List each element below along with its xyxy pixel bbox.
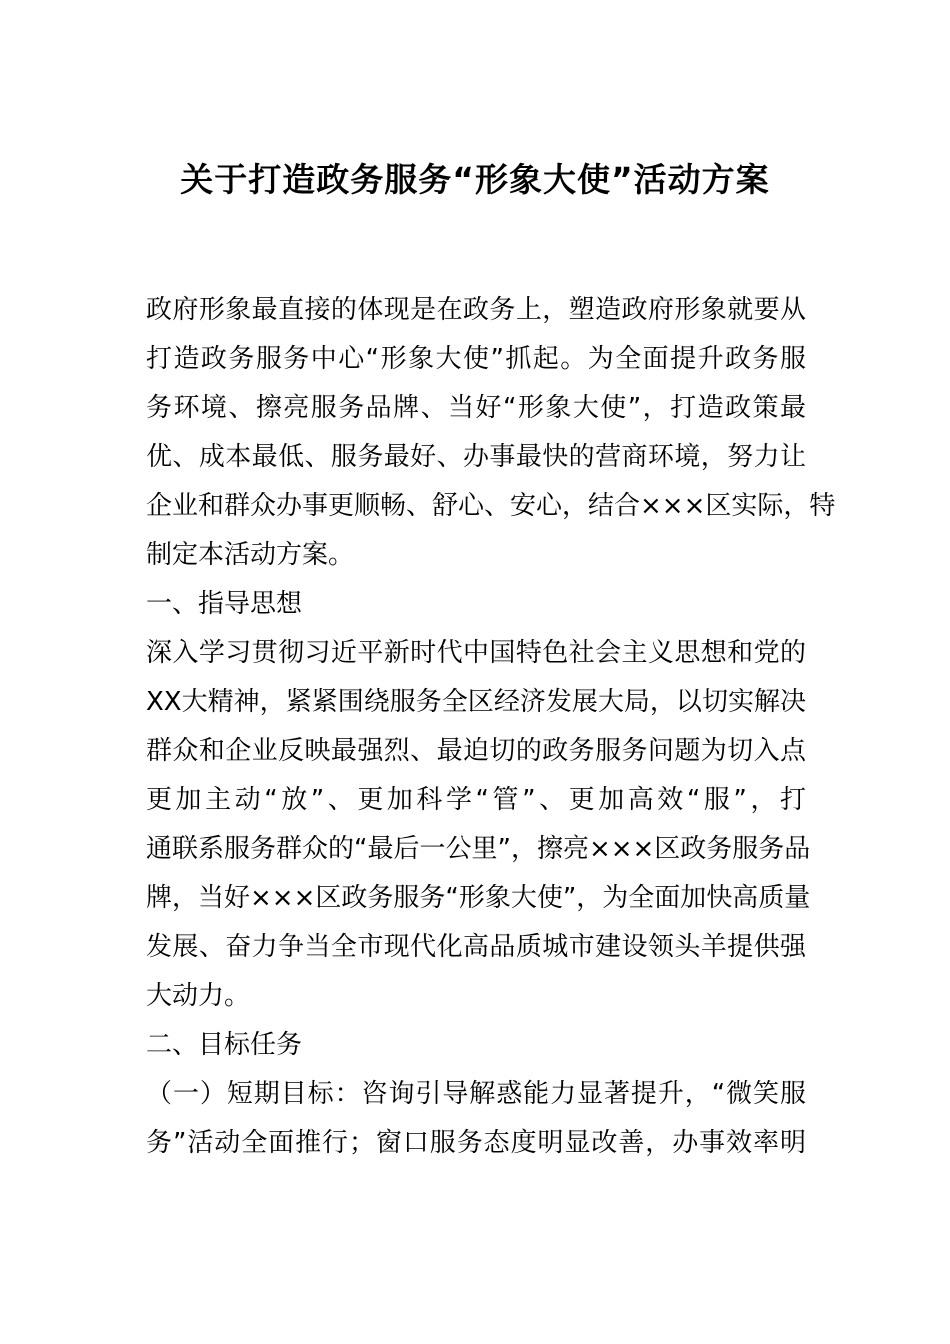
text-line: 发展、奋力争当全市现代化高品质城市建设领头羊提供强 [146, 932, 806, 962]
text-line: 务”活动全面推行；窗口服务态度明显改善，办事效率明 [146, 1128, 806, 1158]
text-line: 通联系服务群众的“最后一公里”，擦亮×××区政务服务品 [146, 834, 811, 864]
document-title: 关于打造政务服务“形象大使”活动方案 [180, 160, 770, 199]
text-line: 打造政务服务中心“形象大使”抓起。为全面提升政务服 [146, 344, 806, 374]
text-line: XX大精神，紧紧围绕服务全区经济发展大局，以切实解决 [146, 687, 806, 717]
text-line: 群众和企业反映最强烈、最迫切的政务服务问题为切入点 [146, 736, 806, 766]
text-line: 制定本活动方案。 [146, 540, 355, 570]
text-line: 牌，当好×××区政务服务“形象大使”，为全面加快高质量 [146, 883, 811, 913]
text-line: 更加主动“放”、更加科学“管”、更加高效“服”，打 [146, 785, 806, 815]
text-line: 政府形象最直接的体现是在政务上，塑造政府形象就要从 [146, 295, 806, 325]
text-line: 一、指导思想 [146, 589, 303, 619]
text-line: 优、成本最低、服务最好、办事最快的营商环境，努力让 [146, 442, 806, 472]
text-line: 务环境、擦亮服务品牌、当好“形象大使”，打造政策最 [146, 393, 806, 423]
text-line: 大动力。 [146, 981, 251, 1011]
text-line: 二、目标任务 [146, 1030, 303, 1060]
text-line: 企业和群众办事更顺畅、舒心、安心，结合×××区实际，特 [146, 491, 836, 521]
text-line: 深入学习贯彻习近平新时代中国特色社会主义思想和党的 [146, 638, 806, 668]
text-line: （一）短期目标：咨询引导解惑能力显著提升，“微笑服 [146, 1079, 806, 1109]
document-body [146, 286, 836, 1168]
